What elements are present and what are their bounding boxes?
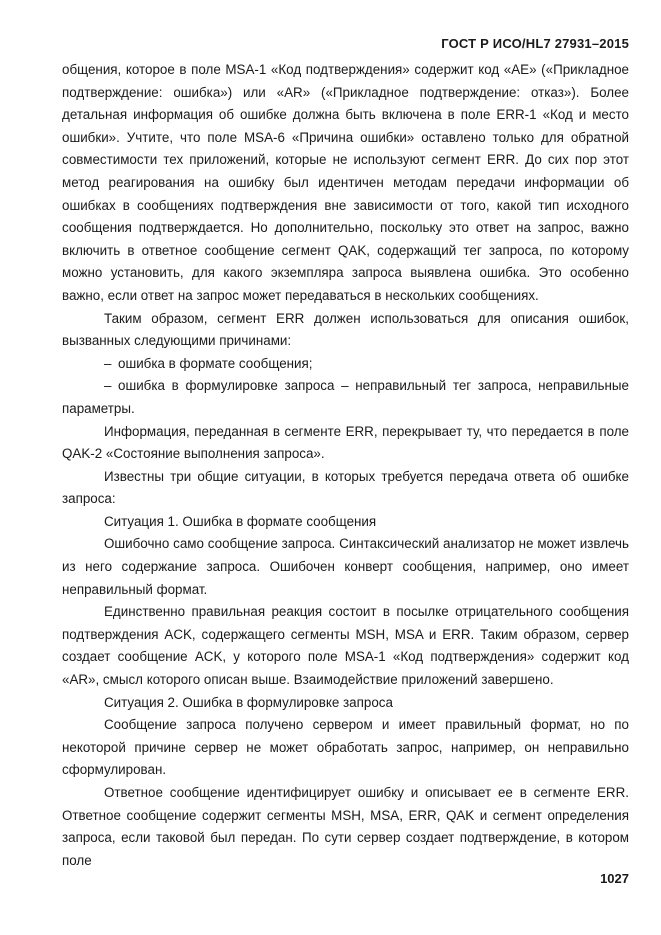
paragraph-three-situations: Известны три общие ситуации, в которых требуется передача ответа об ошибке запроса:	[62, 468, 629, 507]
paragraph-situation-2-response: Ответное сообщение идентифицирует ошибку и описывает ее в сегменте ERR. Ответное сообщение содержит сегменты MSH, MSA, ERR, QAK и сегмент определения запроса, если таковой был передан. По сути сервер создает подтверждение, в котором поле	[62, 785, 629, 868]
paragraph-err-overrides: Информация, переданная в сегменте ERR, перекрывает ту, что передается в поле QAK-2 «Состояние выполнения запроса».	[62, 423, 629, 462]
list-dash: –	[104, 355, 112, 371]
list-item-text: ошибка в формате сообщения;	[118, 355, 313, 371]
list-dash: –	[104, 378, 112, 394]
list-item-text: ошибка в формулировке запроса – неправильный тег запроса, неправильные параметры.	[62, 378, 629, 416]
list-item	[62, 353, 629, 376]
paragraph-continuation: общения, которое в поле MSA-1 «Код подтверждения» содержит код «AE» («Прикладное подтверждение: ошибка») или «AR» («Прикладное подтверждение: отказ»). Более детальная информация об ошибке должна быть включена в поле ERR-1 «Код и место ошибки». Учтите, что поле MSA-6 «Причина ошибки» оставлено только для обратной совместимости тех приложений, которые не используют сегмент ERR. До сих пор этот метод реагирования на ошибку был идентичен методам передачи информации об ошибках в сообщениях подтверждения вне зависимости от того, какой тип исходного сообщения подтверждается. Но дополнительно, поскольку это ответ на запрос, важно включить в ответное сообщение сегмент QAK, содержащий тег запроса, по которому можно установить, для какого экземпляра запроса выявлена ошибка. Это особенно важно, если ответ на запрос может передаваться в нескольких сообщениях.	[62, 62, 629, 303]
paragraph-situation-1-reaction: Единственно правильная реакция состоит в посылке отрицательного сообщения подтверждения ACK, содержащего сегменты MSH, MSA и ERR. Таким образом, сервер создает сообщение ACK, у которого поле MSA-1 «Код подтверждения» содержит код «AR», смысл которого описан выше. Взаимодействие приложений завершено.	[62, 604, 629, 688]
situation-2-title: Ситуация 2. Ошибка в формулировке запроса	[104, 694, 393, 710]
list-item	[62, 375, 629, 420]
situation-1-title: Ситуация 1. Ошибка в формате сообщения	[104, 513, 377, 529]
paragraph-situation-2-description: Сообщение запроса получено сервером и имеет правильный формат, но по некоторой причине сервер не может обработать запрос, например, он неправильно сформулирован.	[62, 717, 629, 778]
standard-header: ГОСТ Р ИСО/HL7 27931–2015	[441, 36, 629, 51]
paragraph-situation-1-description: Ошибочно само сообщение запроса. Синтаксический анализатор не может извлечь из него содержание запроса. Ошибочен конверт сообщения, например, оно имеет неправильный формат.	[62, 536, 629, 597]
document-body	[62, 59, 629, 872]
paragraph-err-usage: Таким образом, сегмент ERR должен использоваться для описания ошибок, вызванных следующими причинами:	[62, 310, 629, 349]
page-number: 1027	[600, 871, 629, 886]
